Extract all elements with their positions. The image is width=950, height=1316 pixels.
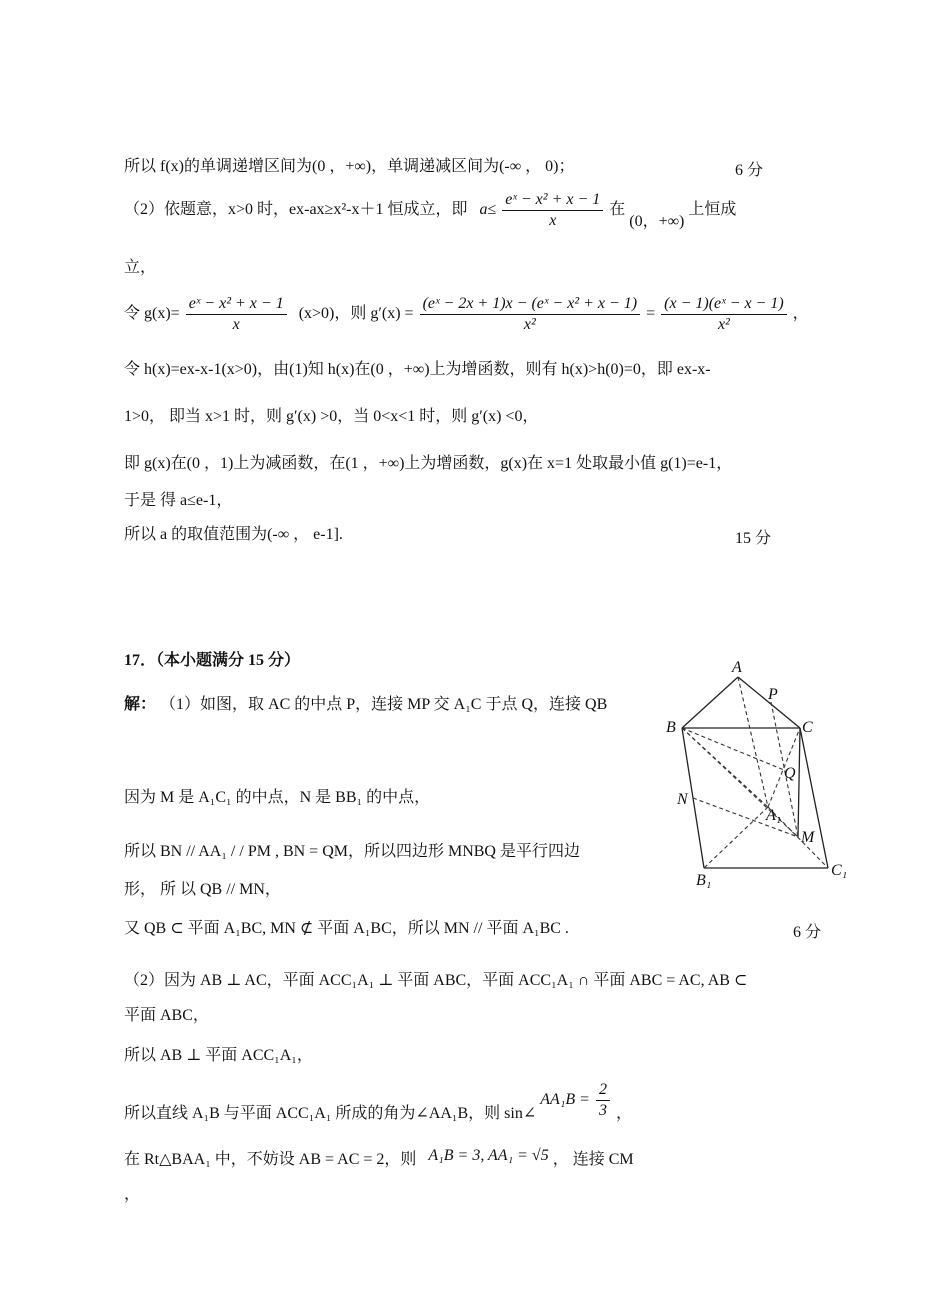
label-B: B (666, 719, 676, 736)
fraction-1 (502, 190, 603, 231)
sol-8: 所以 AB ⊥ 平面 ACC₁A₁， (124, 1047, 313, 1064)
fraction-5-denominator: 3 (598, 1102, 607, 1119)
part2-wrap: 立， (124, 259, 157, 276)
score-15: 15 分 (735, 530, 772, 547)
score-6-part1: 6 分 (735, 162, 764, 179)
label-C1: C₁ (831, 862, 848, 879)
label-M: M (801, 829, 815, 846)
h-line-2: 1>0， 即当 x>1 时，则 g′(x) >0，当 0<x<1 时，则 g′(x) <0， (124, 408, 539, 425)
sol-11: ， (124, 1186, 141, 1203)
g-domain: (x>0)，则 g′(x) = (298, 305, 414, 323)
interval: (0，+∞) (629, 213, 685, 231)
sol-1-text: （1）如图，取 AC 的中点 P，连接 MP 交 A₁C 于点 Q，连接 QB (160, 696, 608, 713)
label-N: N (677, 791, 688, 808)
fraction-5 (596, 1080, 610, 1121)
sol-10 (124, 1147, 634, 1170)
edge-A-B (682, 677, 738, 728)
q17-title: 17．（本小题满分 15 分） (124, 652, 301, 669)
label-C: C (802, 719, 813, 736)
sol-6: （2）因为 AB ⊥ AC，平面 ACC₁A₁ ⊥ 平面 ABC，平面 ACC₁A₁ ∩ 平面 ABC = AC, AB ⊂ (124, 972, 748, 989)
label-Q: Q (784, 765, 796, 782)
prism-figure (660, 655, 860, 895)
range: 所以 a 的取值范围为(-∞ ， e-1]. (124, 526, 343, 543)
fraction-3-denominator: x² (523, 316, 536, 333)
part1-conclusion: 所以 f(x)的单调递增区间为(0 ，+∞)，单调递减区间为(-∞ ， 0)； (124, 158, 575, 175)
fraction-1-numerator: eˣ − x² + x − 1 (502, 190, 603, 211)
a-le: a≤ (479, 201, 497, 219)
label-A1: A₁ (766, 807, 782, 824)
fraction-4-numerator: (x − 1)(eˣ − x − 1) (661, 294, 787, 315)
hold-text: 上恒成 (688, 201, 737, 219)
label-P: P (768, 686, 778, 703)
part2-intro-text: （2）依题意，x>0 时，ex-ax≥x²-x＋1 恒成立，即 (124, 201, 468, 219)
sol-2: 因为 M 是 A₁C₁ 的中点，N 是 BB₁ 的中点， (124, 789, 431, 806)
segment-C-M (798, 728, 800, 837)
on-text: 在 (609, 201, 626, 219)
fraction-3 (420, 294, 641, 335)
fraction-5-numerator: 2 (596, 1080, 610, 1101)
solution-label: 解： (124, 696, 157, 713)
g-definition (124, 294, 809, 335)
sol-9 (124, 1081, 632, 1135)
part2-intro (124, 190, 736, 231)
sol-3: 所以 BN // AA₁ / / PM , BN = QM，所以四边形 MNBQ 是平行四边 (124, 843, 580, 860)
sol-10-math: A₁B = 3, AA₁ = √5 (428, 1147, 549, 1164)
sol-9-post: ， (615, 1105, 632, 1123)
edge-A-A1 (738, 677, 768, 807)
h-line: 令 h(x)=ex-x-1(x>0)，由(1)知 h(x)在(0 ，+∞)上为增函数，则有 h(x)>h(0)=0，即 ex-x- (124, 361, 711, 378)
label-A: A (732, 659, 742, 676)
sol-10-pre: 在 Rt△BAA₁ 中，不妨设 AB = AC = 2，则 (124, 1151, 417, 1168)
label-B1: B₁ (696, 872, 712, 889)
segment-N-M (693, 798, 798, 837)
segment-B-Q (682, 728, 784, 770)
equals: = (646, 305, 656, 323)
fraction-2 (186, 294, 287, 335)
so-get: 于是 得 a≤e-1， (124, 492, 233, 509)
sol-9-pre: 所以直线 A₁B 与平面 ACC₁A₁ 所成的角为∠AA₁B，则 sin∠ (124, 1105, 537, 1123)
fraction-4 (661, 294, 787, 335)
edge-C-C1 (800, 728, 828, 868)
g-monotonicity: 即 g(x)在(0 ，1)上为减函数，在(1 ，+∞)上为增函数，g(x)在 x=1 处取最小值 g(1)=e-1， (124, 455, 733, 472)
fraction-1-denominator: x (549, 212, 557, 229)
g-def-prefix: 令 g(x)= (124, 305, 180, 323)
score-6-q17: 6 分 (793, 924, 822, 941)
sol-4: 形， 所 以 QB // MN， (124, 881, 281, 898)
fraction-2-numerator: eˣ − x² + x − 1 (186, 294, 287, 315)
comma: ， (792, 305, 809, 323)
edge-A1-B1 (704, 807, 768, 868)
fraction-2-denominator: x (232, 316, 240, 333)
sol-5: 又 QB ⊂ 平面 A₁BC, MN ⊄ 平面 A₁BC，所以 MN // 平面 A₁BC . (124, 920, 569, 937)
sol-7: 平面 ABC， (124, 1007, 209, 1024)
fraction-3-numerator: (eˣ − 2x + 1)x − (eˣ − x² + x − 1) (420, 294, 641, 315)
sol-10-post: ， 连接 CM (552, 1151, 634, 1168)
fraction-4-denominator: x² (717, 316, 730, 333)
sol-9-lhs: AA₁B = (540, 1091, 590, 1109)
sol-1 (124, 695, 607, 715)
